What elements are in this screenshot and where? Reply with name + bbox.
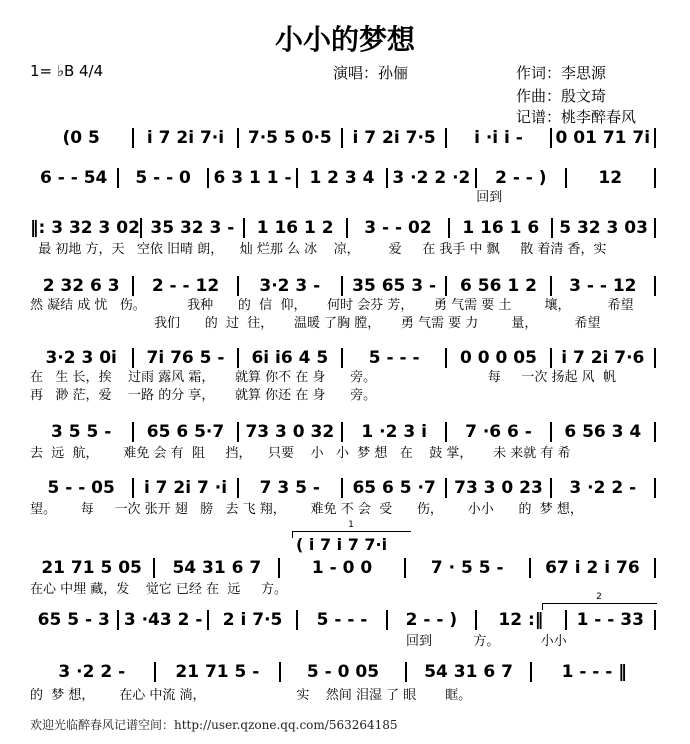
measure: 1 - - - ‖: [561, 662, 627, 682]
bar-line: [654, 348, 656, 368]
song-title: 小小的梦想: [274, 23, 415, 56]
measure: 1 - - 33: [576, 610, 644, 630]
measure: 65 5 - 3: [37, 610, 110, 630]
measure: 5 - - 0: [135, 168, 191, 188]
measure: 2 - - ): [405, 610, 458, 630]
measure: i ·i i -: [474, 128, 523, 148]
measure: 3·2 3 0i: [45, 348, 117, 368]
composer: 作曲：殷文琦: [516, 87, 607, 105]
lyrics-line: 然 凝结 成 忧 伤。 我种 的 信 仰， 何时 会芬 芳， 勇 气需 要 土 壤， 希望: [30, 298, 634, 313]
measure: 2 i 7·5: [222, 610, 283, 630]
measure: 54 31 6 7: [424, 662, 513, 682]
lyrics-line: 我们 的 过 往， 温暖 了胸 膛， 勇 气需 要 力 量， 希望: [30, 316, 601, 331]
bar-line: [654, 558, 656, 578]
measure: 65 6 5·7: [146, 422, 225, 442]
footer-link[interactable]: 欢迎光临醉春风记谱空间：http://user.qzone.qq.com/563264185: [30, 718, 398, 732]
measure: 2 32 6 3: [42, 276, 120, 296]
notation-row: [30, 276, 656, 296]
measure: 5 32 3 03: [559, 218, 648, 238]
measure: 7 3 5 -: [259, 478, 320, 498]
measure: 3·2 3 -: [259, 276, 321, 296]
measure: 5 - - -: [368, 348, 420, 368]
measure: 3 ·2 2 ·2: [392, 168, 471, 188]
lyrics-line: 回到 方。 小小: [30, 634, 567, 649]
notation-row: [30, 422, 656, 442]
bar-line: [654, 610, 656, 630]
bar-line: [654, 276, 656, 296]
bar-line: [654, 422, 656, 442]
measure: 7 · 5 5 -: [430, 558, 504, 578]
measure: 1 16 1 2: [256, 218, 334, 238]
measure: 5 - - 05: [47, 478, 115, 498]
measure: 7 ·6 6 -: [465, 422, 532, 442]
measure: 2 - - ): [495, 168, 547, 188]
lyrics-line: 的 梦 想， 在心 中流 淌， 实 然间 泪湿 了 眼 眶。: [30, 688, 472, 703]
lyrics-line: 望。 每 一次 张开 翅 膀 去 飞 翔， 难免 不 会 受 伤， 小小 的 梦 想，: [30, 502, 583, 517]
key-signature: 1= ♭B 4/4: [30, 62, 104, 80]
measure: i 7 2i 7·6: [561, 348, 645, 368]
bar-line: [654, 218, 656, 238]
notation-row: [30, 610, 656, 630]
measure: 2 - - 12: [151, 276, 220, 296]
measure: 6 56 1 2: [460, 276, 537, 296]
measure: 3 5 5 -: [51, 422, 112, 442]
measure: 3 - - 12: [569, 276, 637, 296]
measure: i 7 2i 7·5: [352, 128, 436, 148]
bar-line: [654, 478, 656, 498]
measure: 1 16 1 6: [462, 218, 540, 238]
measure: 12 :‖: [498, 610, 544, 630]
bar-line: [654, 168, 656, 188]
measure: 21 71 5 05: [41, 558, 142, 578]
notation-row: [30, 558, 656, 578]
transcriber: 记谱：桃李醉春风: [516, 108, 637, 126]
notation-row: [30, 348, 656, 368]
measure: 6 56 3 4: [564, 422, 642, 442]
measure: 73 3 0 23: [454, 478, 543, 498]
measure: (0 5: [62, 128, 100, 148]
volta-1-notes: ( i 7 i 7 7·i: [296, 535, 388, 554]
measure: 35 65 3 -: [352, 276, 437, 296]
measure: 65 6 5 ·7: [352, 478, 436, 498]
measure: 1 - 0 0: [311, 558, 373, 578]
measure: 54 31 6 7: [172, 558, 262, 578]
measure: 67 i 2 i 76: [545, 558, 640, 578]
measure: 6 - - 54: [40, 168, 108, 188]
measure: 7i 76 5 -: [146, 348, 225, 368]
measure: 5 - 0 05: [306, 662, 380, 682]
measure: 12: [598, 168, 623, 188]
measure: i 7 2i 7 ·i: [143, 478, 228, 498]
volta-2-label: 2: [596, 592, 602, 602]
volta-1-label: 1: [348, 520, 354, 530]
lyricist: 作词：李思源: [516, 64, 607, 82]
measure: 6 3 1 1 -: [213, 168, 292, 188]
notation-row: [30, 128, 656, 148]
measure: 3 - - 02: [364, 218, 432, 238]
singer: 演唱：孙俪: [333, 64, 409, 82]
measure: 3 ·43 2 -: [123, 610, 203, 630]
notation-row: [30, 662, 656, 682]
notation-row: [30, 168, 656, 188]
measure: i 7 2i 7·i: [146, 128, 225, 148]
measure: 5 - - -: [316, 610, 368, 630]
measure: 1 ·2 3 i: [361, 422, 427, 442]
volta-2-bracket: [542, 603, 657, 610]
measure: 73 3 0 32: [245, 422, 335, 442]
lyrics-line: 去 远 航， 难免 会 有 阻 挡， 只要 小 小 梦 想 在 鼓 掌， 未 来就 有 希: [30, 446, 571, 461]
lyrics-line: 最 初地 方，天 空依 旧晴 朗， 灿 烂那 么 冰 凉， 爱 在 我手 中 飘 散 着清 香，实: [30, 242, 607, 257]
notation-row: [30, 478, 656, 498]
measure: 1 2 3 4: [309, 168, 375, 188]
measure: 3 ·2 2 -: [58, 662, 126, 682]
measure: 7·5 5 0·5: [247, 128, 332, 148]
bar-line: [654, 128, 656, 148]
lyrics-line: 回到: [30, 190, 503, 205]
measure: ‖: 3 32 3 02: [30, 218, 140, 238]
lyrics-line: 再 渺 茫，爱 一路 的分 享， 就算 你还 在 身 旁。: [30, 388, 377, 403]
notation-row: [30, 218, 656, 238]
measure: 3 ·2 2 -: [569, 478, 637, 498]
lyrics-line: 在心 中埋 藏，发 觉它 已经 在 远 方。: [30, 582, 287, 597]
measure: 35 32 3 -: [150, 218, 235, 238]
measure: 0 0 0 05: [460, 348, 537, 368]
measure: 6i i6 4 5: [251, 348, 329, 368]
lyrics-line: 在 生 长，挨 过雨 露风 霜， 就算 你不 在 身 旁。 每 一次 扬起 风 帆: [30, 370, 616, 385]
measure: 21 71 5 -: [175, 662, 260, 682]
measure: 0 01 71 7i: [555, 128, 651, 148]
